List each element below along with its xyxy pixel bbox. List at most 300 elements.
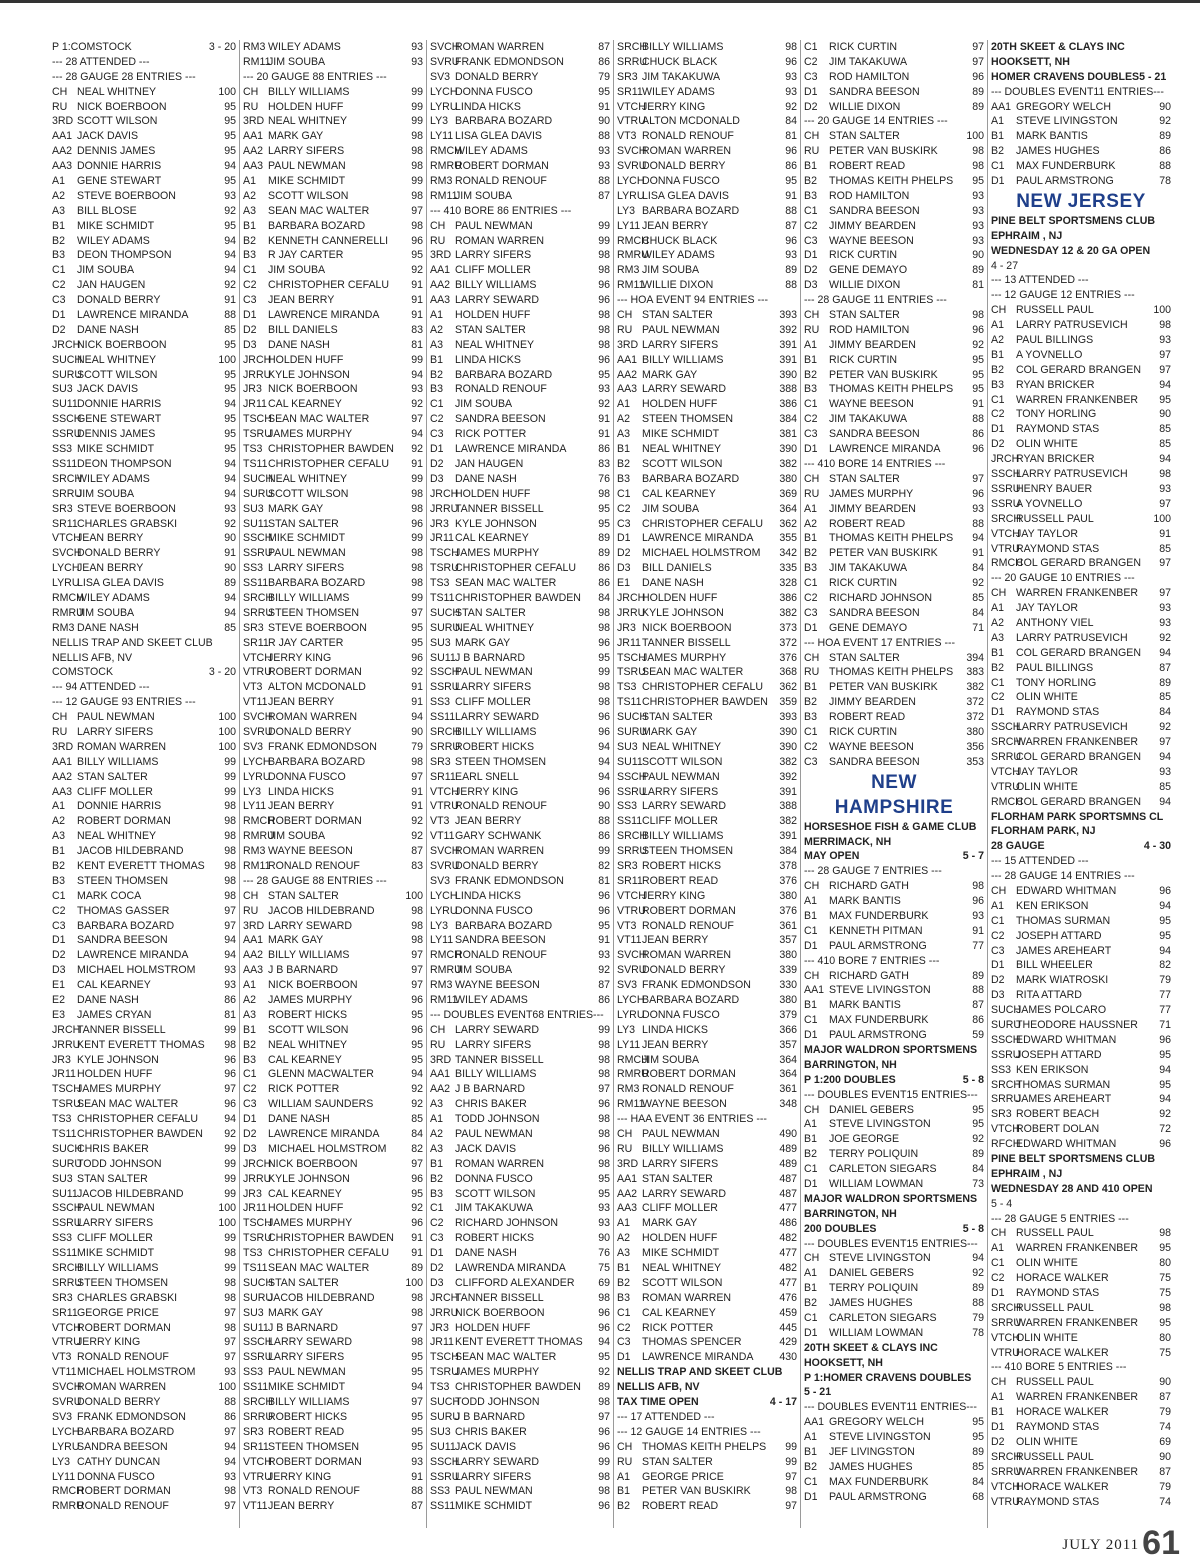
- result-row: [430, 1276, 610, 1291]
- result-row: [52, 948, 236, 963]
- shooter-name: WAYNE BEESON: [642, 1098, 727, 1111]
- class-code: CH: [243, 889, 259, 902]
- score: 5 - 8: [962, 1222, 984, 1235]
- score: 96: [972, 895, 984, 908]
- shooter-name: MARK BANTIS: [829, 999, 901, 1012]
- class-code: C1: [991, 393, 1005, 406]
- class-code: SS3: [52, 1232, 73, 1245]
- shooter-name: NICK BOERBOON: [268, 383, 358, 396]
- class-code: B1: [804, 1282, 817, 1295]
- score: 95: [224, 115, 236, 128]
- result-row: [804, 472, 984, 487]
- class-code: A3: [430, 1142, 443, 1155]
- page-number: 61: [1142, 1524, 1180, 1562]
- score: 97: [411, 1396, 423, 1409]
- result-row: [430, 100, 610, 115]
- class-code: RMCH: [617, 234, 649, 247]
- class-code: D1: [52, 934, 66, 947]
- result-row: [991, 1316, 1171, 1331]
- score: 92: [411, 666, 423, 679]
- score: 79: [411, 740, 423, 753]
- class-code: RM3: [243, 41, 266, 53]
- result-row: [617, 680, 797, 695]
- class-code: RMRU: [52, 606, 84, 619]
- result-row: [430, 1172, 610, 1187]
- score: 89: [224, 577, 236, 590]
- shooter-name: STAN SALTER: [77, 1172, 148, 1185]
- shooter-name: STAN SALTER: [829, 130, 900, 143]
- score: 95: [972, 1118, 984, 1131]
- score: 362: [779, 681, 797, 694]
- class-code: A1: [243, 979, 256, 992]
- class-code: JRRU: [430, 1306, 459, 1319]
- result-row: [617, 1484, 797, 1499]
- score: 91: [598, 100, 610, 113]
- score: 90: [1159, 1450, 1171, 1463]
- score: 477: [779, 1202, 797, 1215]
- shooter-name: DONNA FUSCO: [642, 1008, 720, 1021]
- shooter-name: CHRISTOPHER CEFALU: [455, 562, 577, 575]
- shooter-name: LARRY PATRUSEVICH: [1016, 319, 1128, 332]
- result-row: [430, 234, 610, 249]
- class-code: RMRU: [617, 249, 649, 262]
- class-code: D1: [804, 249, 818, 262]
- results-columns: [52, 40, 1174, 1528]
- shooter-name: MARK BANTIS: [829, 895, 901, 908]
- result-row: [617, 844, 797, 859]
- shooter-name: CLIFFORD ALEXANDER: [455, 1276, 575, 1289]
- result-row: [430, 725, 610, 740]
- shooter-name: ROMAN WARREN: [268, 711, 358, 724]
- score: 95: [224, 443, 236, 456]
- result-row: [52, 1306, 236, 1321]
- result-row: [804, 248, 984, 263]
- result-row: [243, 710, 423, 725]
- result-row: [52, 933, 236, 948]
- score: 93: [1159, 602, 1171, 615]
- class-code: B1: [804, 160, 817, 173]
- shooter-name: KENT EVERETT THOMAS: [77, 859, 205, 872]
- score: 98: [411, 1306, 423, 1319]
- shooter-name: JAY TAYLOR: [1016, 527, 1079, 540]
- score: 93: [224, 502, 236, 515]
- shooter-name: DONNA FUSCO: [455, 1172, 533, 1185]
- score: 92: [785, 100, 797, 113]
- event-heading: --- 28 GAUGE 5 ENTRIES ---: [991, 1212, 1129, 1225]
- result-row: [52, 204, 236, 219]
- shooter-name: MICHAEL HOLMSTROM: [268, 1142, 387, 1155]
- score: 94: [224, 249, 236, 262]
- class-code: D3: [617, 562, 631, 575]
- shooter-name: RONALD RENOUF: [268, 1485, 360, 1498]
- score: 93: [411, 55, 423, 68]
- shooter-name: WARREN FRANKENBER: [1016, 587, 1139, 600]
- class-code: A3: [430, 338, 443, 351]
- shooter-name: EDWARD WHITMAN: [1016, 884, 1117, 897]
- result-row: [430, 1306, 610, 1321]
- result-row: [991, 437, 1171, 452]
- result-row: [991, 973, 1171, 988]
- score: 94: [1159, 646, 1171, 659]
- result-row: [430, 1097, 610, 1112]
- class-code: TS11: [617, 696, 642, 709]
- class-code: LY3: [430, 919, 449, 932]
- score: 89: [972, 85, 984, 98]
- result-row: [804, 755, 984, 770]
- shooter-name: JACK DAVIS: [455, 1440, 517, 1453]
- score: 98: [598, 606, 610, 619]
- class-code: B3: [617, 472, 630, 485]
- score: 96: [1159, 1033, 1171, 1046]
- shooter-name: HOLDEN HUFF: [455, 309, 531, 322]
- class-code: AA3: [617, 1202, 638, 1215]
- result-row: [991, 988, 1171, 1003]
- shooter-name: BILLY WILLIAMS: [642, 830, 724, 843]
- shooter-name: ROBERT HICKS: [455, 740, 535, 753]
- score: 96: [785, 234, 797, 247]
- score: 97: [224, 1306, 236, 1319]
- class-code: SSRU: [991, 482, 1021, 495]
- shooter-name: WILLIAM LOWMAN: [829, 1178, 924, 1191]
- shooter-name: STAN SALTER: [642, 309, 713, 322]
- score: 100: [1153, 304, 1171, 317]
- result-row: [991, 929, 1171, 944]
- shooter-name: ROMAN WARREN: [77, 740, 167, 753]
- class-code: LYCH: [430, 85, 458, 98]
- class-code: TS11: [243, 457, 268, 470]
- shooter-name: JOE GEORGE: [829, 1133, 900, 1146]
- score: 94: [224, 591, 236, 604]
- score: 95: [972, 383, 984, 396]
- result-row: [617, 412, 797, 427]
- result-row: [52, 1127, 236, 1142]
- class-code: SRRU: [991, 1093, 1022, 1106]
- class-code: JRCH: [430, 1291, 459, 1304]
- score: 91: [411, 1232, 423, 1245]
- score: 96: [972, 443, 984, 456]
- shooter-name: RYAN BRICKER: [1016, 453, 1095, 466]
- class-code: VTCH: [991, 765, 1020, 778]
- score: 95: [1159, 393, 1171, 406]
- score: 97: [411, 204, 423, 217]
- class-code: B1: [52, 845, 65, 858]
- score: 90: [972, 249, 984, 262]
- class-code: TSCH: [430, 1351, 459, 1364]
- class-code: C2: [804, 413, 818, 426]
- shooter-name: CLIFF MOLLER: [642, 1202, 718, 1215]
- score: 380: [779, 472, 797, 485]
- shooter-name: STAN SALTER: [268, 517, 339, 530]
- score: 100: [218, 740, 236, 753]
- score: 74: [1159, 1421, 1171, 1434]
- result-row: [617, 636, 797, 651]
- score: 393: [779, 309, 797, 322]
- result-row: [52, 1321, 236, 1336]
- shooter-name: CHRISTOPHER BAWDEN: [642, 696, 768, 709]
- shooter-name: NICK BOERBOON: [77, 338, 167, 351]
- class-code: C1: [52, 889, 66, 902]
- result-row: [243, 353, 423, 368]
- class-code: SSCH: [243, 532, 273, 545]
- score: 99: [598, 845, 610, 858]
- result-row: [52, 785, 236, 800]
- class-code: SS11: [52, 1247, 78, 1260]
- score: 94: [598, 755, 610, 768]
- result-row: [243, 487, 423, 502]
- class-code: JRCH: [52, 338, 81, 351]
- result-row: [243, 963, 423, 978]
- result-row: [243, 263, 423, 278]
- result-row: [52, 368, 236, 383]
- event-heading: --- 410 BORE 5 ENTRIES ---: [991, 1361, 1127, 1374]
- result-row: [617, 129, 797, 144]
- result-row: [804, 695, 984, 710]
- score: 90: [1159, 408, 1171, 421]
- score: 96: [598, 636, 610, 649]
- score: 384: [779, 413, 797, 426]
- class-code: VTCH: [991, 1480, 1020, 1493]
- result-row: [991, 1435, 1171, 1450]
- shooter-name: PETER VAN BUSKIRK: [829, 145, 938, 158]
- score: 95: [411, 621, 423, 634]
- result-row: [243, 1112, 423, 1127]
- result-row: [617, 517, 797, 532]
- score: 96: [598, 785, 610, 798]
- class-code: SUCH: [243, 472, 274, 485]
- score: 88: [785, 204, 797, 217]
- score: 95: [598, 1172, 610, 1185]
- class-code: VT3: [243, 1485, 263, 1498]
- score: 384: [779, 845, 797, 858]
- event-date-row: [804, 1222, 984, 1237]
- class-code: A3: [243, 1008, 256, 1021]
- class-code: C3: [617, 1336, 631, 1349]
- result-row: [617, 397, 797, 412]
- score: 380: [779, 949, 797, 962]
- score: 98: [598, 1128, 610, 1141]
- result-row: [430, 1216, 610, 1231]
- shooter-name: THOMAS KEITH PHELPS: [829, 383, 954, 396]
- result-row: [52, 740, 236, 755]
- class-code: A1: [243, 175, 256, 188]
- shooter-name: CLIFF MOLLER: [77, 785, 153, 798]
- result-row: [52, 1499, 236, 1514]
- shooter-name: RUSSELL PAUL: [1016, 512, 1094, 525]
- class-code: C2: [804, 219, 818, 232]
- result-row: [617, 1291, 797, 1306]
- shooter-name: CAL KEARNEY: [77, 979, 151, 992]
- result-row: [430, 889, 610, 904]
- result-row: [991, 1107, 1171, 1122]
- score: 91: [598, 428, 610, 441]
- shooter-name: JERRY KING: [77, 1336, 141, 1349]
- score: 5 - 8: [962, 1073, 984, 1086]
- score: 94: [224, 949, 236, 962]
- score: 98: [1159, 1227, 1171, 1240]
- score: 95: [972, 175, 984, 188]
- score: 93: [972, 204, 984, 217]
- result-row: [991, 1420, 1171, 1435]
- shooter-name: STAN SALTER: [455, 323, 526, 336]
- result-row: [804, 204, 984, 219]
- class-code: JRRU: [617, 606, 646, 619]
- shooter-name: NEAL WHITNEY: [77, 353, 157, 366]
- shooter-name: BILL BLOSE: [77, 204, 137, 217]
- score: 85: [224, 323, 236, 336]
- issue-date: JULY 2011: [1062, 1537, 1140, 1553]
- shooter-name: DONNIE HARRIS: [77, 800, 162, 813]
- class-code: VTRU: [991, 780, 1020, 793]
- score: 91: [411, 1470, 423, 1483]
- shooter-name: DEON THOMPSON: [77, 457, 172, 470]
- class-code: SU3: [243, 502, 264, 515]
- result-row: [243, 680, 423, 695]
- score: 95: [598, 1187, 610, 1200]
- shooter-name: BILLY WILLIAMS: [268, 85, 350, 98]
- result-row: [617, 1231, 797, 1246]
- score: 92: [224, 517, 236, 530]
- score: 100: [405, 1276, 423, 1289]
- class-code: C3: [617, 517, 631, 530]
- result-row: [52, 174, 236, 189]
- shooter-name: LAWRENCE MIRANDA: [642, 1351, 754, 1364]
- result-row: [991, 586, 1171, 601]
- score: 94: [224, 264, 236, 277]
- result-row: [991, 1078, 1171, 1093]
- result-row: [52, 219, 236, 234]
- class-code: TSRU: [430, 1366, 459, 1379]
- score: 94: [224, 1113, 236, 1126]
- score: 95: [598, 502, 610, 515]
- class-code: C1: [430, 1202, 444, 1215]
- result-row: [617, 978, 797, 993]
- score: 96: [598, 1306, 610, 1319]
- result-row: [804, 70, 984, 85]
- score: 96: [598, 711, 610, 724]
- result-row: [52, 100, 236, 115]
- result-row: [430, 1157, 610, 1172]
- result-row: [617, 1350, 797, 1365]
- class-code: C1: [617, 487, 631, 500]
- score: 71: [1159, 1019, 1171, 1031]
- event-date-row: [804, 1073, 984, 1088]
- result-row: [243, 85, 423, 100]
- class-code: C1: [804, 577, 818, 590]
- score: 93: [598, 1217, 610, 1230]
- shooter-name: LARRY SIFERS: [455, 1470, 532, 1483]
- result-row: [52, 1112, 236, 1127]
- class-code: SSRU: [991, 497, 1021, 510]
- class-code: VTCH: [243, 651, 272, 664]
- score: 98: [785, 41, 797, 53]
- result-row: [430, 680, 610, 695]
- shooter-name: MIKE SCHMIDT: [268, 175, 346, 188]
- class-code: A1: [991, 1391, 1004, 1404]
- shooter-name: RUSSELL PAUL: [1016, 1227, 1094, 1240]
- result-row: [52, 323, 236, 338]
- shooter-name: DONALD BERRY: [642, 160, 726, 173]
- class-code: SV3: [430, 70, 451, 83]
- result-row: [804, 621, 984, 636]
- score: 95: [224, 100, 236, 113]
- result-row: [52, 278, 236, 293]
- class-code: A1: [991, 115, 1004, 128]
- score: 96: [598, 1142, 610, 1155]
- shooter-name: STAN SALTER: [829, 309, 900, 322]
- score: 87: [411, 1500, 423, 1513]
- shooter-name: MARK WIATROSKI: [1016, 974, 1109, 987]
- class-code: 3RD: [243, 919, 265, 932]
- score: 445: [779, 1321, 797, 1334]
- class-code: B2: [804, 1148, 817, 1161]
- shooter-name: LARRY SIFERS: [642, 785, 719, 798]
- class-code: D2: [991, 1435, 1005, 1448]
- shooter-name: WILEY ADAMS: [642, 85, 715, 98]
- shooter-name: JIM SOUBA: [268, 830, 326, 843]
- class-code: D2: [804, 100, 818, 113]
- class-code: VTCH: [991, 527, 1020, 540]
- score: 95: [224, 413, 236, 426]
- class-code: SS3: [991, 1063, 1012, 1076]
- shooter-name: JACOB HILDEBRAND: [268, 904, 375, 917]
- shooter-name: LAWRENDA MIRANDA: [455, 1262, 566, 1275]
- class-code: D1: [991, 959, 1005, 972]
- class-code: CH: [991, 1376, 1007, 1389]
- shooter-name: DONNIE HARRIS: [77, 160, 162, 173]
- class-code: TSCH: [243, 413, 272, 426]
- result-row: [617, 576, 797, 591]
- class-code: B2: [617, 1500, 630, 1513]
- class-code: CH: [52, 85, 68, 98]
- score: 91: [785, 189, 797, 202]
- class-code: RU: [52, 100, 68, 113]
- score: 393: [779, 711, 797, 724]
- result-row: [991, 735, 1171, 750]
- event-heading: --- 20 GAUGE 10 ENTRIES ---: [991, 572, 1135, 585]
- result-row: [804, 1147, 984, 1162]
- score: 97: [1159, 497, 1171, 510]
- class-code: SRCH: [243, 591, 274, 604]
- score: 90: [598, 115, 610, 128]
- result-row: [52, 293, 236, 308]
- shooter-name: BILL DANIELS: [268, 323, 338, 336]
- class-code: AA2: [243, 145, 264, 158]
- score: 75: [1159, 1287, 1171, 1300]
- club-heading: EPHRAIM , NJ: [991, 1167, 1063, 1180]
- result-row: [991, 765, 1171, 780]
- shooter-name: SCOTT WILSON: [77, 368, 158, 381]
- score: 97: [1159, 587, 1171, 600]
- score: 95: [972, 1416, 984, 1429]
- class-code: SU3: [52, 1172, 73, 1185]
- result-row: [804, 1445, 984, 1460]
- shooter-name: JERRY KING: [455, 785, 519, 798]
- shooter-name: WARREN FRANKENBER: [1016, 1391, 1139, 1404]
- class-code: B2: [804, 368, 817, 381]
- score: 98: [224, 1276, 236, 1289]
- score: 357: [779, 1038, 797, 1051]
- shooter-name: THOMAS KEITH PHELPS: [829, 175, 954, 188]
- result-row: [804, 40, 984, 55]
- score: 476: [779, 1291, 797, 1304]
- result-row: [617, 353, 797, 368]
- result-row: [243, 844, 423, 859]
- result-row: [617, 144, 797, 159]
- shooter-name: LINDA HICKS: [455, 889, 521, 902]
- shooter-name: CHRISTOPHER CEFALU: [642, 517, 764, 530]
- score: 94: [1159, 1063, 1171, 1076]
- event-heading: --- 20 GAUGE 14 ENTRIES ---: [804, 115, 948, 128]
